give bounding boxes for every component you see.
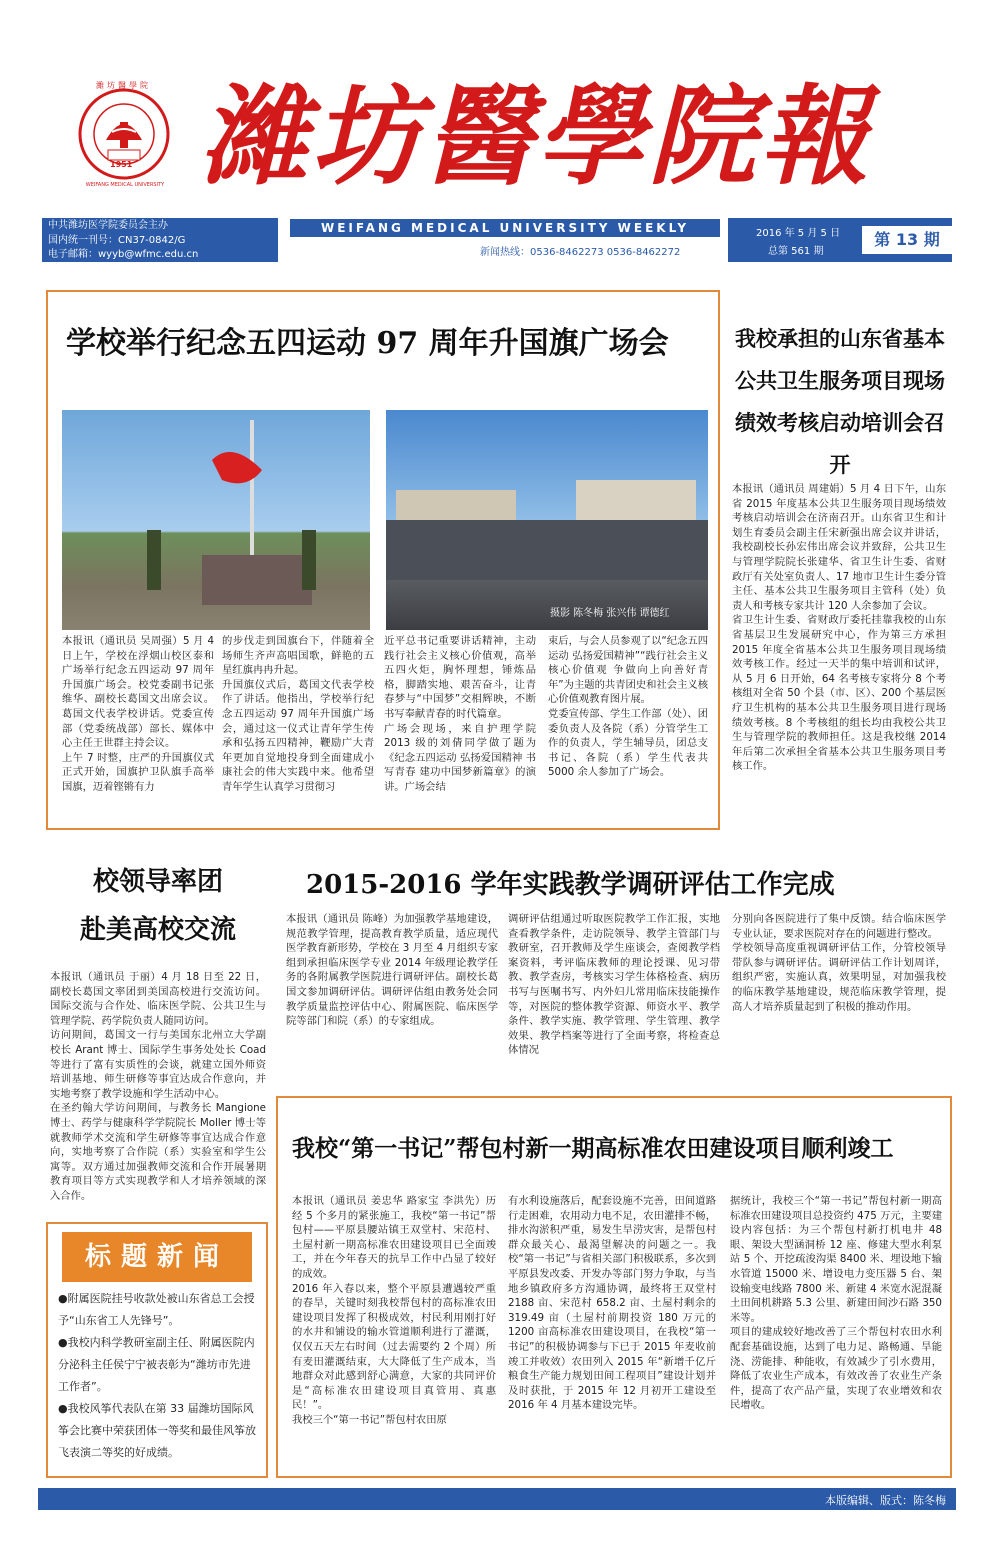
briefs-title: 标题新闻	[62, 1232, 252, 1282]
weekly-banner: WEIFANG MEDICAL UNIVERSITY WEEKLY	[290, 219, 720, 237]
article-4-col-1: 本报讯（通讯员 陈峰）为加强教学基地建设，规范教学管理，提高教育教学质量，适应现代医学教育新形势，学校在 3 月至 4 月组织专家组到承担临床医学专业 2014 年级理论教学任务的各附属教学医院进行调研评估。副校长葛国文参加调研评估。调研评估组由教务处会同教学质量监控评估中心、附属医院、临床医学院等部门和院（系）的专家组成。	[286, 913, 498, 1028]
issue-total: 总第 561 期	[768, 246, 824, 257]
publisher-cn-number: 国内统一刊号：CN37-0842/G	[48, 234, 186, 246]
article-3-headline-line-1: 校领导率团	[92, 867, 223, 897]
crowd-photo	[386, 410, 708, 630]
article-1-col-2: 的步伐走到国旗台下，伴随着全场师生齐声高唱国歌，鲜艳的五星红旗冉冉升起。 升国旗仪式后，葛国文代表学校作了讲话。他指出，学校举行纪念五四运动 97 周年升国旗广场会，通过这一仪式让青年学生传承和弘扬五四精神，鞭励广大青年更加自觉地投身到全面建成小康社会的伟大实践中来。他希望青年学生认真学习贯彻习	[222, 635, 374, 793]
issue-date: 2016 年 5 月 5 日	[756, 228, 841, 239]
logo-en-text: WEIFANG MEDICAL UNIVERSITY	[85, 182, 165, 188]
article-3-headline-line-2: 赴美高校交流	[79, 915, 236, 945]
brief-item: ●附属医院挂号收款处被山东省总工会授予“山东省工人先锋号”。	[58, 1292, 255, 1327]
brief-item: ●我校内科学教研室副主任、附属医院内分泌科主任侯宁宁被表彰为“潍坊市先进工作者”。	[58, 1336, 255, 1393]
article-4-col-2: 调研评估组通过听取医院教学工作汇报，实地查看教学条件，走访院领导、教学主管部门与教研室，召开教师及学生座谈会，查阅教学档案资料，考评临床教师的理论授课、见习带教、教学查房，考核实习学生体格检查、病历书写与医嘱书写、内外妇儿常用临床技能操作等，对医院的整体教学资源、师资水平、教学条件、教学实施、教学管理、学生管理、教学效果、教学档案等进行了全面考察，将检查总体情况	[508, 913, 720, 1057]
article-2-headline	[730, 318, 950, 486]
publisher-host: 中共潍坊医学院委员会主办	[48, 220, 168, 231]
article-5-col-2: 有水利设施落后，配套设施不完善，田间道路行走困难，农用动力电不足，农田灌排不畅，排水沟淤积严重，易发生旱涝灾害，是帮包村群众最关心、最渴望解决的问题之一。我校“第一书记”与省相关部门积极联系，多次到平原县发改委、开发办等部门努力争取，与当地乡镇政府多方沟通协调，最终将王双堂村 2188 亩、宋范村 658.2 亩、土屋村剩余的 319.49 亩（土屋村前期投资 180 万元的 1200 亩高标准农田建设项目，在我校“第一书记”的积极协调参与下已于 2015 年麦收前竣工并收效）农田列入 2015 年“新增千亿斤粮食生产能力规划田间工程项目”建设计划并及时获批，于 2015 年 12 月初开工建设至 2016 年 4 月基本建设完毕。	[508, 1195, 716, 1412]
footer-editor: 本版编辑、版式：陈冬梅	[825, 1494, 946, 1507]
article-3-body: 本报讯（通讯员 于丽）4 月 18 日至 22 日，副校长葛国文率团到美国高校进行交流访问。国际交流与合作处、临床医学院、公共卫生与管理学院、药学院负责人随同访问。 访问期间，葛国文一行与美国东北州立大学副校长 Arant 博士、国际学生事务处处长 Coad 等进行了富有实质性的会谈，就建立国外师资培训基地、师生研修等事宜达成合作意向，并实地考察了教学设施和学生活动中心。 在圣约翰大学访问期间，与教务长 Mangione 博士、药学与健康科学学院院长 Moller 博士等就教师学术交流和学生研修等事宜达成合作意向，实地考察了合作院（系）实验室和学生公寓等。双方通过加强教师交流和合作开展暑期教育项目等方式实现教学和人才培养领域的深入合作。	[50, 971, 266, 1202]
article-1-col-3: 近平总书记重要讲话精神，主动践行社会主义核心价值观，高举五四火炬，胸怀理想，锤炼品格，脚踏实地、艰苦奋斗，让青春梦与“中国梦”交相辉映，不断书写奉献青春的时代篇章。 广场会现场，来自护理学院 2013 级的刘倩同学做了题为《纪念五四运动 弘扬爱国精神 书写青春 建功中国梦新篇章》的演讲。广场会结	[384, 635, 536, 793]
article-2-headline-line-2: 公共卫生服务项目现场	[735, 368, 945, 393]
article-2-body: 本报讯（通讯员 周建娟）5 月 4 日下午，山东省 2015 年度基本公共卫生服务项目现场绩效考核启动培训会在济南召开。山东省卫生和计划生育委员会副主任宋新强出席会议并讲话，我校副校长孙宏伟出席会议并致辞，公共卫生与管理学院院长张建华、省卫生计生委、省财政厅有关处室负责人、17 地市卫生计生委分管主任、基本公共卫生服务项目主管科（处）负责人和考核专家共计 120 人余参加了会议。 省卫生计生委、省财政厅委托挂靠我校的山东省基层卫生发展研究中心，作为第三方承担 2015 年度全省基本公共卫生服务项目现场绩效考核工作。经过一天半的集中培训和试评，从 5 月 6 日开始，64 名考核专家将分 8 个考核组对全省 50 个县（市、区）、200 个基层医疗卫生机构的基本公共卫生服务项目进行现场绩效考核。8 个考核组的组长均由我校公共卫生与管理学院的教师担任。这是我校继 2014 年后第二次承担全省基本公共卫生服务项目考核工作。	[732, 483, 946, 773]
article-2-headline-line-1: 我校承担的山东省基本	[735, 326, 945, 351]
article-4-headline: 2015-2016 学年实践教学调研评估工作完成	[306, 870, 835, 900]
article-1-headline: 学校举行纪念五四运动 97 周年升国旗广场会	[66, 326, 669, 361]
article-5-col-3: 据统计，我校三个“第一书记”帮包村新一期高标准农田建设项目总投资约 475 万元，主要建设内容包括：为三个帮包村新打机电井 48 眼、架设大型涵洞桥 12 座、修建大型水利泵站 5 个、开挖疏浚沟渠 8400 米、埋设地下输水管道 15000 米、增设电力变压器 5 台、架设输变电线路 7800 米、新建 4 米宽水泥混凝土田间机耕路 5.3 公里、新建田间沙石路 350 米等。 项目的建成较好地改善了三个帮包村农田水利配套基础设施，达到了电力足、路畅通、旱能浇、涝能排、种能收，有效减少了引水费用，降低了农业生产成本，有效改善了农业生产条件，提高了农产品产量，实现了农业增效和农民增收。	[730, 1195, 942, 1412]
article-1-col-1: 本报讯（通讯员 吴周强）5 月 4 日上午，学校在浮烟山校区泰和广场举行纪念五四运动 97 周年升国旗广场会。校党委副书记张维华、副校长葛国文出席会议。葛国文代表学校讲话。党委宣传部（党委统战部）部长、媒体中心主任王世群主持会议。 上午 7 时整，庄严的升国旗仪式正式开始，国旗护卫队旗手高举国旗，迈着铿锵有力	[62, 635, 214, 793]
article-5-col-1: 本报讯（通讯员 姜忠华 路家宝 李洪先）历经 5 个多月的紧张施工，我校“第一书记”帮包村——平原县腰站镇王双堂村、宋范村、土屋村新一期高标准农田建设项目已全面竣工，并在今年春天的抗旱工作中凸显了较好的成效。 2016 年入春以来，整个平原县遭遇较严重的春旱，关键时刻我校帮包村的高标准农田建设项目发挥了积极成效，村民利用刚打好的水井和铺设的输水管道顺利进行了灌溉，仅仅五天左右时间（过去需要约 2 个周）所有麦田灌溉结束，大大降低了生产成本，当地群众对此感到舒心满意，大家的共同评价是“高标准农田建设项目真管用、真惠民！”。 我校三个“第一书记”帮包村农田原	[292, 1195, 496, 1426]
footer-bar	[38, 1488, 956, 1510]
photo-credit: 摄影 陈冬梅 张兴伟 谭德红	[550, 608, 670, 619]
publisher-info	[42, 218, 278, 262]
news-hotline: 新闻热线：0536-8462273 0536-8462272	[480, 247, 681, 258]
logo-year: 1951	[110, 160, 133, 169]
article-2-headline-line-3: 绩效考核启动培训会召开	[735, 410, 945, 477]
article-3-headline	[50, 858, 266, 954]
issue-number: 第 13 期	[862, 226, 952, 254]
flag-raising-photo	[62, 410, 370, 630]
article-1-col-4: 束后，与会人员参观了以“纪念五四运动 弘扬爱国精神”“践行社会主义核心价值观 争做向上向善好青年”为主题的共青团史和社会主义核心价值观教育图片展。 党委宣传部、学生工作部（处）、团委负责人及各院（系）分管学生工作的负责人，学生辅导员，团总支书记、各院（系）学生代表共 5000 余人参加了广场会。	[548, 635, 708, 779]
logo-cn-text: 濰坊醫學院	[96, 81, 151, 90]
article-5-headline: 我校“第一书记”帮包村新一期高标准农田建设项目顺利竣工	[292, 1135, 894, 1162]
newspaper-title: 濰坊醫學院報	[200, 74, 873, 200]
publisher-email: 电子邮箱：wyyb@wfmc.edu.cn	[48, 249, 199, 260]
article-4-col-3: 分别向各医院进行了集中反馈。结合临床医学专业认证，要求医院对存在的问题进行整改。 学校领导高度重视调研评估工作，分管校领导带队参与调研评估。调研评估工作计划周详，组织严密，实施认真，效果明显，对加强我校的临床教学基地建设，规范临床教学管理，提高人才培养质量起到了积极的推动作用。	[732, 913, 946, 1013]
briefs-list	[58, 1288, 258, 1464]
brief-item: ●我校风筝代表队在第 33 届潍坊国际风筝会比赛中荣获团体一等奖和最佳风筝放飞表演二等奖的好成绩。	[58, 1402, 256, 1459]
